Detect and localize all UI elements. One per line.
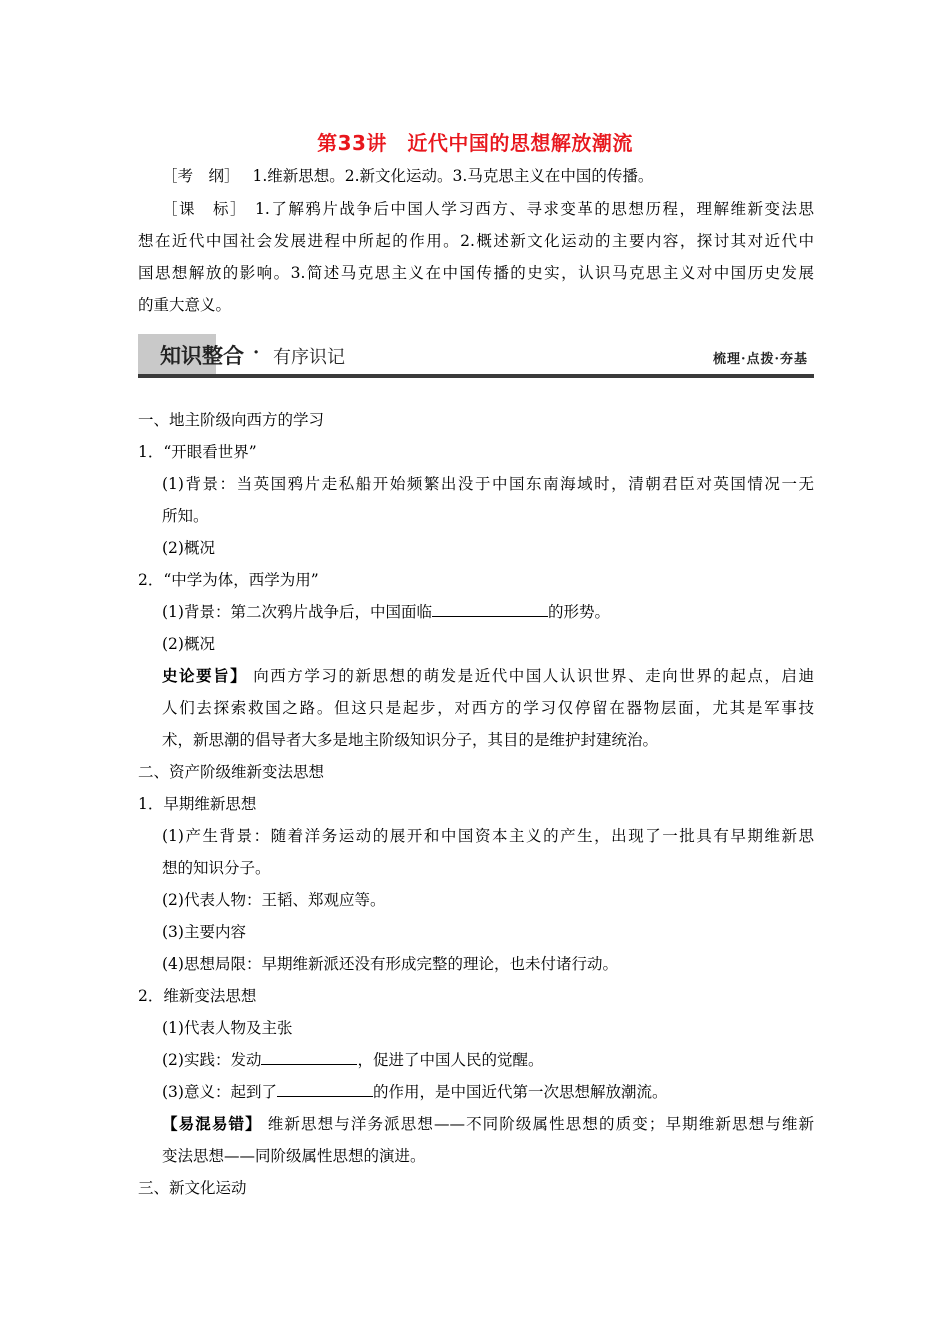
kebiao-text-1: 1.了解鸦片战争后中国人学习西方、寻求变革的思想历程，理解维新变法思	[255, 200, 814, 218]
s2-p2c	[162, 1076, 814, 1108]
s1-p1a-2: 所知。	[162, 507, 209, 525]
s3-heading: 三、新文化运动	[138, 1179, 247, 1197]
kaogang-label: ［考 纲］	[162, 167, 240, 185]
kaogang-line	[162, 160, 814, 192]
s1-p1a-1: (1)背景：当英国鸦片走私船开始频繁出没于中国东南海域时，清朝君臣对英国情况一无	[162, 475, 814, 493]
section-banner	[138, 334, 814, 380]
s1-note-2: 人们去探索救国之路。但这只是起步，对西方的学习仅停留在器物层面，尤其是军事技	[162, 699, 814, 717]
kebiao-line-1	[162, 193, 814, 225]
s1-p2a-post: 的形势。	[547, 603, 610, 621]
s1-p1: 1．“开眼看世界”	[138, 443, 257, 461]
banner-right: 梳理·点拨·夯基	[712, 352, 808, 367]
banner-main: 知识整合	[160, 344, 244, 368]
fill-blank-1[interactable]	[432, 598, 548, 617]
kebiao-label: ［课 标］	[162, 200, 248, 218]
kebiao-line-3: 国思想解放的影响。3.简述马克思主义在中国传播的史实，认识马克思主义对中国历史发展	[138, 264, 814, 282]
s1-note-text-1: 向西方学习的新思想的萌发是近代中国人认识世界、走向世界的起点，启迪	[253, 667, 814, 685]
s2-p2: 2．维新变法思想	[138, 987, 257, 1005]
s2-p2b	[162, 1044, 814, 1076]
fill-blank-2[interactable]	[261, 1046, 357, 1065]
banner-dot: ·	[253, 342, 260, 363]
s2-p1d: (4)思想局限：早期维新派还没有形成完整的理论，也未付诸行动。	[162, 955, 618, 973]
s1-heading: 一、地主阶级向西方的学习	[138, 411, 325, 429]
s2-note-1	[162, 1108, 814, 1140]
s1-note-1	[162, 660, 814, 692]
banner-bar	[138, 374, 814, 378]
kebiao-line-4: 的重大意义。	[138, 296, 232, 314]
s2-note-text-1: 维新思想与洋务派思想——不同阶级属性思想的质变；早期维新思想与维新	[267, 1115, 814, 1133]
s2-p1a-1: (1)产生背景：随着洋务运动的展开和中国资本主义的产生，出现了一批具有早期维新思	[162, 827, 814, 845]
s2-p2c-pre: (3)意义：起到了	[162, 1083, 277, 1101]
s2-heading: 二、资产阶级维新变法思想	[138, 763, 325, 781]
s1-note-label: 史论要旨】	[162, 666, 248, 685]
s2-p1c: (3)主要内容	[162, 923, 246, 941]
s1-p2a	[162, 596, 814, 628]
s2-p2a: (1)代表人物及主张	[162, 1019, 293, 1037]
s2-p1: 1．早期维新思想	[138, 795, 257, 813]
kaogang-text: 1.维新思想。2.新文化运动。3.马克思主义在中国的传播。	[252, 167, 654, 185]
s1-p2b: (2)概况	[162, 635, 215, 653]
s2-note-2: 变法思想——同阶级属性思想的演进。	[162, 1147, 426, 1165]
banner-sub: 有序识记	[273, 347, 345, 368]
fill-blank-3[interactable]	[277, 1078, 373, 1097]
s1-p2a-pre: (1)背景：第二次鸦片战争后，中国面临	[162, 603, 432, 621]
s2-note-label: 【易混易错】	[162, 1114, 262, 1133]
s2-p1b: (2)代表人物：王韬、郑观应等。	[162, 891, 386, 909]
s2-p2b-pre: (2)实践：发动	[162, 1051, 262, 1069]
s2-p1a-2: 想的知识分子。	[162, 859, 271, 877]
s2-p2c-post: 的作用，是中国近代第一次思想解放潮流。	[372, 1083, 668, 1101]
s1-p2: 2．“中学为体，西学为用”	[138, 571, 319, 589]
kebiao-line-2: 想在近代中国社会发展进程中所起的作用。2.概述新文化运动的主要内容，探讨其对近代中	[138, 232, 814, 250]
page-title: 第33讲 近代中国的思想解放潮流	[317, 131, 633, 155]
s1-p1b: (2)概况	[162, 539, 215, 557]
s1-note-3: 术，新思潮的倡导者大多是地主阶级知识分子，其目的是维护封建统治。	[162, 731, 659, 749]
s2-p2b-post: ，促进了中国人民的觉醒。	[357, 1051, 544, 1069]
